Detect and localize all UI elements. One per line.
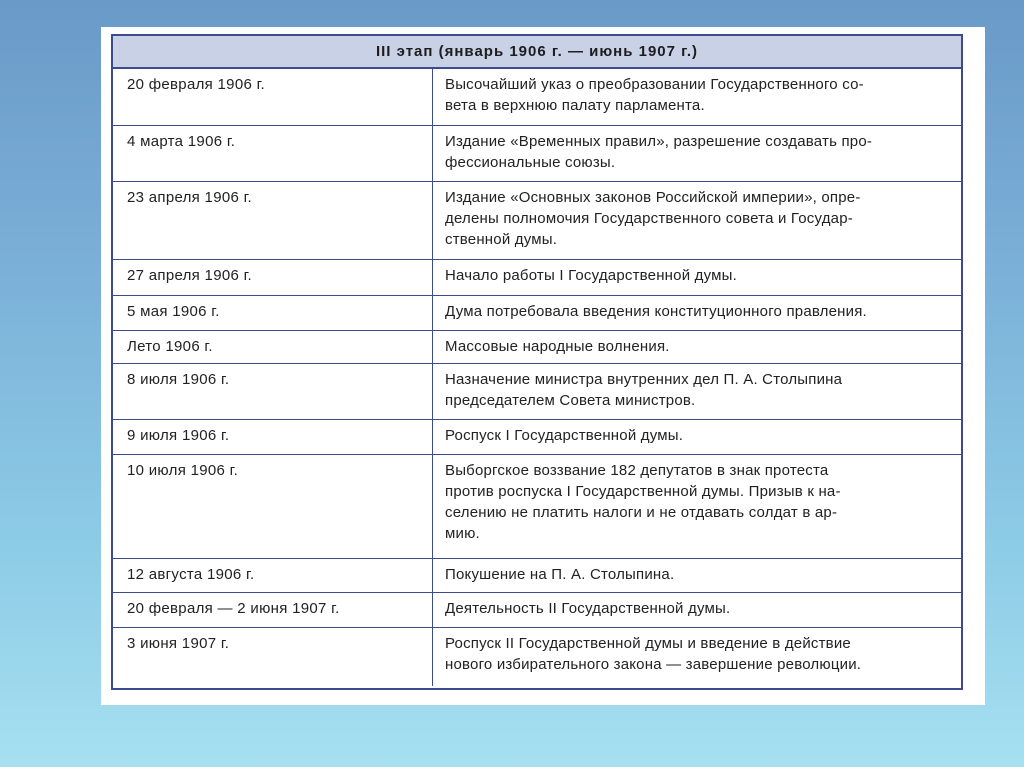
table-row bbox=[113, 559, 961, 593]
event-line: Покушение на П. А. Столыпина. bbox=[445, 566, 675, 583]
event-line: Роспуск I Государственной думы. bbox=[445, 427, 684, 444]
row-event bbox=[433, 364, 961, 419]
row-date: 23 апреля 1906 г. bbox=[113, 182, 433, 259]
row-event bbox=[433, 69, 961, 125]
row-event bbox=[433, 331, 961, 363]
row-event bbox=[433, 182, 961, 259]
event-line: Деятельность II Государственной думы. bbox=[445, 600, 731, 617]
row-event bbox=[433, 559, 961, 592]
event-line: делены полномочия Государственного совета и Государ- bbox=[445, 210, 853, 227]
table-row bbox=[113, 628, 961, 686]
event-line: против роспуска I Государственной думы. Призыв к на- bbox=[445, 483, 841, 500]
event-line: Массовые народные волнения. bbox=[445, 338, 670, 355]
row-event bbox=[433, 296, 961, 330]
row-date: 5 мая 1906 г. bbox=[113, 296, 433, 330]
table-row bbox=[113, 331, 961, 364]
table-row bbox=[113, 182, 961, 260]
table-row bbox=[113, 260, 961, 296]
row-date: 3 июня 1907 г. bbox=[113, 628, 433, 686]
row-date: 10 июля 1906 г. bbox=[113, 455, 433, 558]
row-date: 8 июля 1906 г. bbox=[113, 364, 433, 419]
event-line: фессиональные союзы. bbox=[445, 154, 616, 171]
event-line: мию. bbox=[445, 525, 480, 542]
row-date: 9 июля 1906 г. bbox=[113, 420, 433, 454]
table-row bbox=[113, 296, 961, 331]
row-date: Лето 1906 г. bbox=[113, 331, 433, 363]
event-line: Дума потребовала введения конституционного правления. bbox=[445, 303, 867, 320]
row-date: 12 августа 1906 г. bbox=[113, 559, 433, 592]
event-line: ственной думы. bbox=[445, 231, 558, 248]
event-line: Издание «Основных законов Российской империи», опре- bbox=[445, 189, 861, 206]
row-event bbox=[433, 593, 961, 627]
table-row bbox=[113, 69, 961, 126]
event-line: Назначение министра внутренних дел П. А. Столыпина bbox=[445, 371, 843, 388]
table-header: III этап (январь 1906 г. — июнь 1907 г.) bbox=[113, 36, 961, 69]
slide-card bbox=[101, 27, 985, 705]
table-row bbox=[113, 593, 961, 628]
table-row bbox=[113, 364, 961, 420]
event-line: Начало работы I Государственной думы. bbox=[445, 267, 737, 284]
event-line: нового избирательного закона — завершение революции. bbox=[445, 656, 862, 673]
event-line: селению не платить налоги и не отдавать солдат в ар- bbox=[445, 504, 838, 521]
table-row bbox=[113, 455, 961, 559]
event-line: Высочайший указ о преобразовании Государственного со- bbox=[445, 76, 864, 93]
row-event bbox=[433, 420, 961, 454]
event-line: Выборгское воззвание 182 депутатов в знак протеста bbox=[445, 462, 829, 479]
row-event bbox=[433, 126, 961, 181]
table-row bbox=[113, 420, 961, 455]
event-line: председателем Совета министров. bbox=[445, 392, 696, 409]
row-date: 4 марта 1906 г. bbox=[113, 126, 433, 181]
chronology-table bbox=[111, 34, 963, 690]
event-line: вета в верхнюю палату парламента. bbox=[445, 97, 705, 114]
table-row bbox=[113, 126, 961, 182]
event-line: Роспуск II Государственной думы и введение в действие bbox=[445, 635, 851, 652]
row-date: 27 апреля 1906 г. bbox=[113, 260, 433, 295]
event-line: Издание «Временных правил», разрешение создавать про- bbox=[445, 133, 873, 150]
row-date: 20 февраля — 2 июня 1907 г. bbox=[113, 593, 433, 627]
row-date: 20 февраля 1906 г. bbox=[113, 69, 433, 125]
row-event bbox=[433, 260, 961, 295]
row-event bbox=[433, 455, 961, 558]
row-event bbox=[433, 628, 961, 686]
